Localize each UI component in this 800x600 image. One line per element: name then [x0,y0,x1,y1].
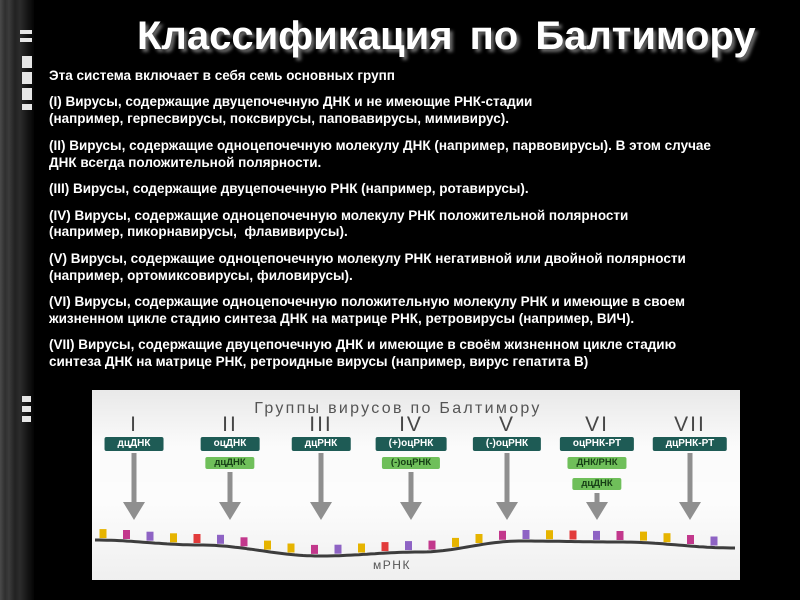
genome-label: (-)оцРНК [473,437,541,451]
genome-label: (+)оцРНК [376,437,447,451]
group-numeral: IV [399,413,423,436]
group-numeral: VI [585,413,609,436]
diagram-title: Группы вирусов по Балтимору [254,400,542,417]
body-line: жизненном цикле стадию синтеза ДНК на матрице РНК, ретровирусы (например, ВИЧ). [49,310,635,326]
body-line: (VI) Вирусы, содержащие одноцепочечную положительную молекулу РНК и имеющие в своем [49,294,685,310]
nucleotide-mark [241,537,248,546]
arrow-to-mrna-iv [400,472,422,520]
body-line: (например, ортомиксовирусы, филовирусы). [49,267,353,283]
group-numeral: I [130,413,138,436]
slide-title: Классификация по Балтимору [137,14,756,58]
nucleotide-mark [570,531,577,540]
genome-label: дцРНК-РТ [653,437,727,451]
arrow-head [586,502,608,520]
genome-label: дцДНК [105,437,164,451]
arrow-head [400,502,422,520]
arrow-head [310,502,332,520]
group-numeral: II [222,413,238,436]
nucleotide-mark [711,537,718,546]
classification-group-vi [49,294,794,328]
nucleotide-mark [123,530,130,539]
nucleotide-mark [217,535,224,544]
rail-mark [22,406,31,412]
body-line: ДНК всегда положительной полярности. [49,154,322,170]
group-numeral: VII [674,413,706,436]
nucleotide-mark [476,534,483,543]
rail-mark [22,88,32,100]
mrna-label: мРНК [373,558,411,572]
rail-mark [22,416,31,422]
classification-group-vii [49,337,794,371]
intermediate-label: ДНК/РНК [567,457,626,469]
rail-mark [20,38,32,42]
nucleotide-mark [429,541,436,550]
nucleotide-mark [170,533,177,542]
nucleotide-mark [311,545,318,554]
arrow-head [679,502,701,520]
classification-group-ii [49,138,794,172]
classification-group-iii [49,181,794,198]
rail-mark [22,396,31,402]
arrow-to-mrna-iii [310,453,332,520]
classification-group-i [49,94,794,128]
classification-intro [49,68,794,85]
arrow-to-mrna-vii [679,453,701,520]
intermediate-label: (-)оцРНК [382,457,440,469]
nucleotide-mark [546,530,553,539]
nucleotide-mark [452,538,459,547]
arrow-to-mrna-ii [219,472,241,520]
nucleotide-mark [640,532,647,541]
rail-mark [22,104,32,110]
nucleotide-mark [147,532,154,541]
intermediate-label: дцДНК [205,457,254,469]
arrow-head [123,502,145,520]
group-numeral: III [309,413,333,436]
nucleotide-mark [405,541,412,550]
rail-mark [22,56,32,68]
nucleotide-mark [593,531,600,540]
nucleotide-mark [617,531,624,540]
arrow-head [496,502,518,520]
genome-label: оцРНК-РТ [560,437,634,451]
mrna-strand-line [95,540,735,556]
nucleotide-mark [687,535,694,544]
classification-group-iv [49,208,794,242]
body-line: (I) Вирусы, содержащие двуцепочечную ДНК и не имеющие РНК-стадии [49,94,533,110]
genome-label: дцРНК [292,437,351,451]
arrow-to-mrna-vi [586,493,608,520]
nucleotide-mark [523,530,530,539]
intermediate-label: дцДНК [572,478,621,490]
body-line: Эта система включает в себя семь основных групп [49,68,395,83]
body-line: (например, пикорнавирусы, флавивирусы). [49,224,348,240]
nucleotide-mark [664,533,671,542]
nucleotide-mark [358,544,365,553]
body-line: (IV) Вирусы, содержащие одноцепочечную молекулу РНК положительной полярности [49,207,629,223]
nucleotide-mark [264,541,271,550]
classification-text [49,68,794,381]
nucleotide-mark [335,545,342,554]
body-line: (II) Вирусы, содержащие одноцепочечную молекулу ДНК (например, парвовирусы). В этом случае [49,137,711,153]
genome-label: оцДНК [201,437,260,451]
baltimore-diagram [92,390,740,580]
rail-mark [20,30,32,34]
arrow-to-mrna-v [496,453,518,520]
rail-mark [22,72,32,84]
arrow-to-mrna-i [123,453,145,520]
nucleotide-mark [288,544,295,553]
group-numeral: V [498,413,516,436]
body-line: (III) Вирусы, содержащие двуцепочечную РНК (например, ротавирусы). [49,181,529,197]
body-line: (VII) Вирусы, содержащие двуцепочечную ДНК и имеющие в своём жизненном цикле стадию [49,337,677,353]
left-rail-decoration [0,0,34,600]
nucleotide-mark [194,534,201,543]
classification-group-v [49,251,794,285]
nucleotide-mark [382,542,389,551]
body-line: (например, герпесвирусы, поксвирусы, паповавирусы, мимивирус). [49,111,509,127]
body-line: (V) Вирусы, содержащие одноцепочечную молекулу РНК негативной или двойной полярности [49,250,686,266]
nucleotide-mark [499,531,506,540]
nucleotide-mark [100,529,107,538]
arrow-head [219,502,241,520]
mrna-strand [95,529,735,556]
body-line: синтеза ДНК на матрице РНК, ретроидные вирусы (например, вирус гепатита В) [49,354,589,370]
